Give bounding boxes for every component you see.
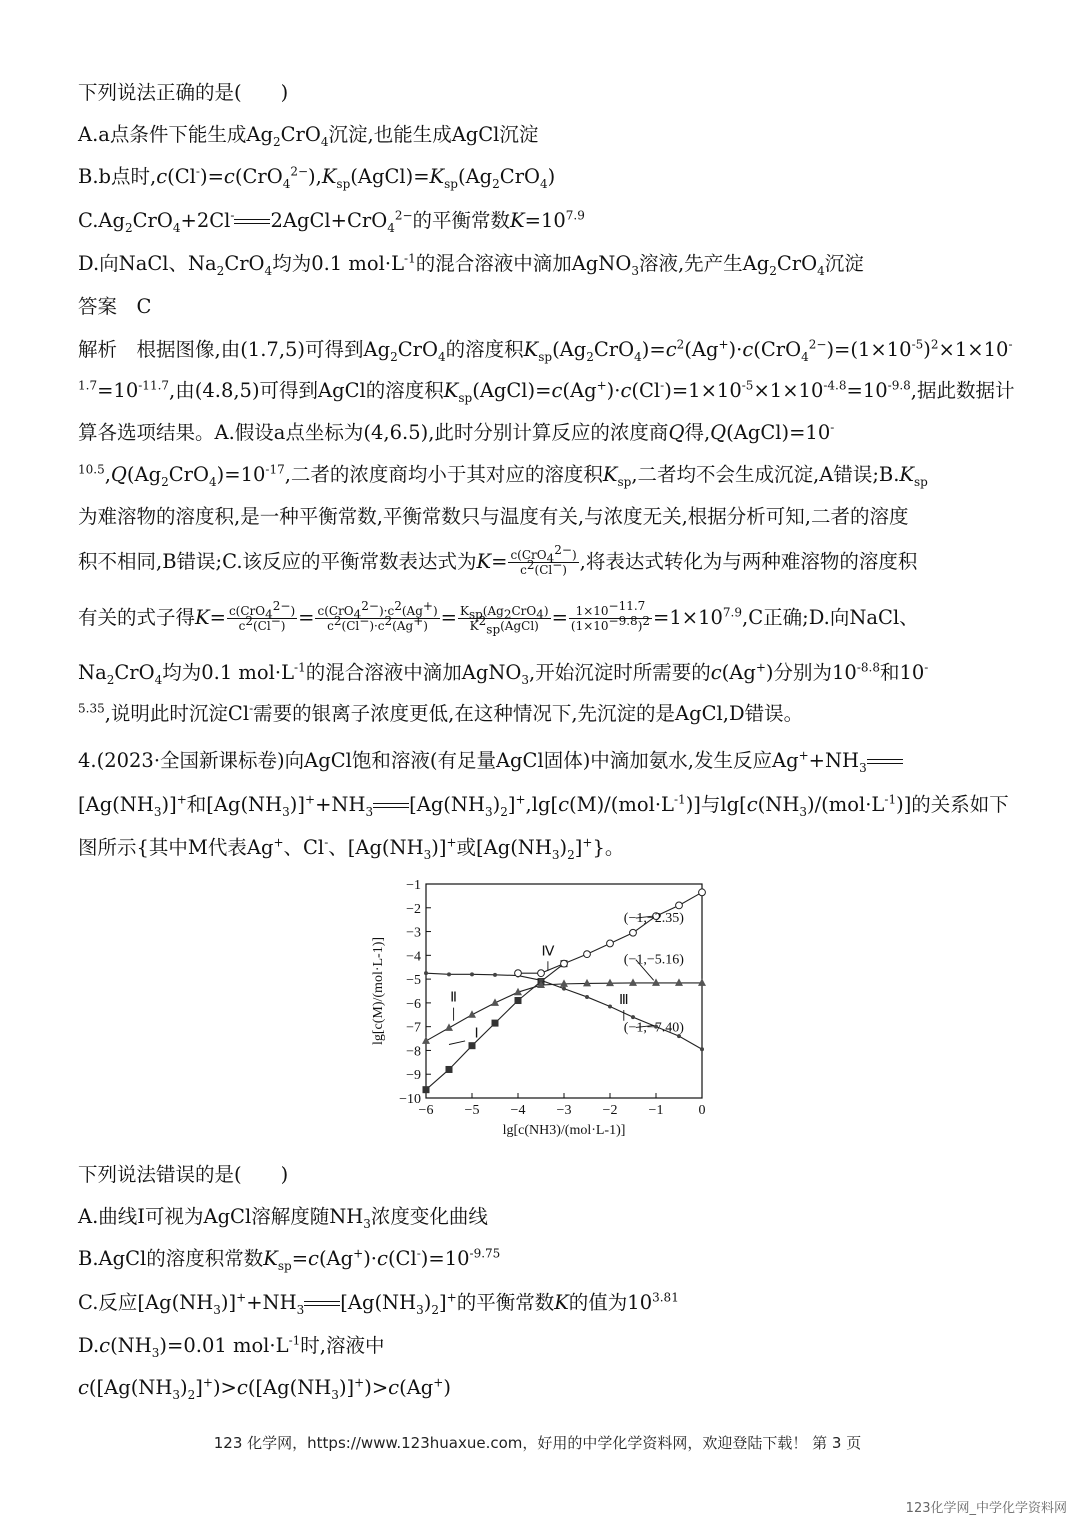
data-point xyxy=(447,972,451,976)
data-point xyxy=(698,978,706,986)
analysis-line-7: 有关的式子得K= $\frac{c(CrO_4^{2-})}{c^2(Cl^-)}$ = $\frac{c(CrO_4^{2-})\cdot c^2(Ag^+)}{c^2(Cl^-)\cdot c^2(Ag^+)}$ = $\frac{K_{sp}(Ag_2CrO_4)}{K^2_{sp}(AgCl)}$ = $\frac{1\times 10^{-11.7}}{(1\times 10^{-9.8})^2}$ $=1\times 10^{7.9},C$正确;D.向NaCl、 xyxy=(78,599,919,637)
data-point xyxy=(607,940,614,947)
y-tick-label: −3 xyxy=(406,925,421,941)
y-tick-label: −1 xyxy=(406,878,421,893)
data-point xyxy=(700,1047,704,1051)
q4-option-a: A.曲线Ⅰ可视为AgCl溶解度随$NH_3$浓度变化曲线 xyxy=(78,1205,488,1231)
x-tick-label: −5 xyxy=(464,1103,480,1118)
analysis-line-6: 积不相同,B错误;C.该反应的平衡常数表达式为K= $\frac{c(CrO_4^{2-})}{c^2(Cl^-)}$ ,将表达式转化为与两种难溶物的溶度积 xyxy=(78,543,918,577)
curve-label: Ⅲ xyxy=(618,993,629,1009)
x-tick-label: −1 xyxy=(648,1103,664,1118)
page-footer: 123 化学网，https://www.123huaxue.com，好用的中学化学资料网，欢迎登陆下载！ 第 3 页 xyxy=(213,1434,862,1452)
x-tick-label: −2 xyxy=(602,1103,618,1118)
q4-option-d: $D.c(NH_3)=0.01$ $mol\cdot L^{-1}$时,溶液中 xyxy=(78,1333,385,1360)
data-point xyxy=(446,1066,453,1073)
y-tick-label: −6 xyxy=(406,996,421,1012)
analysis-line-2: $^{1.7}=10^{-11.7}$,由(4.8,5)可得到AgCl的溶度积$K_{sp}(AgCl)=c(Ag^+)\cdot c(Cl^-)=1\times 10^{-5}\times 1\times 10^{-4.8}=10^{-9.8}$,据此数据计 xyxy=(78,378,1015,405)
data-point xyxy=(424,971,428,975)
lg-concentration-chart xyxy=(360,870,720,1150)
data-point xyxy=(561,960,568,967)
y-tick-label: −5 xyxy=(406,973,421,989)
q3-option-b: B.b点时$,c(Cl^-)=c(CrO_4^{2-}),K_{sp}(AgCl)=K_{sp}(Ag_2CrO_4)$ xyxy=(78,164,556,191)
data-point xyxy=(538,970,545,977)
curve-label-arrow xyxy=(449,1041,465,1045)
data-point xyxy=(560,979,568,987)
x-tick-label: −4 xyxy=(510,1103,526,1118)
q4-stem-3: 图所示{其中M代表Ag+、Cl-、$[Ag(NH_3)]^+$或$[Ag(NH_3)_2]^+$}。 xyxy=(78,835,625,862)
site-watermark: 123化学网_中学化学资料网 xyxy=(905,1501,1067,1516)
data-point xyxy=(699,889,706,896)
data-point xyxy=(584,951,591,958)
analysis-line-8: $Na_2CrO_4$均为0.1 $mol\cdot L^{-1}$的混合溶液中滴加AgNO$_3$,开始沉淀时所需要的c(Ag+)分别为$10^{-8.8}$和10- xyxy=(78,660,929,687)
data-point xyxy=(492,1020,499,1027)
data-point xyxy=(470,972,474,976)
analysis-line-3: 算各选项结果。A.假设a点坐标为(4,6.5),此时分别计算反应的浓度商Q得,Q(AgCl)=10- xyxy=(78,420,835,444)
data-point xyxy=(515,970,522,977)
q4-option-d-2: $c([Ag(NH_3)_2]^+)>c([Ag(NH_3)]^+)>c(Ag^+)$ xyxy=(78,1375,451,1402)
q4-option-c: C.反应$[Ag(NH_3)]^++NH_3$ $[Ag(NH_3)_2]^+$的平衡常数K的值为$10^{3.81}$ xyxy=(78,1290,679,1317)
q3-option-a: A.a点条件下能生成$Ag_2CrO_4$沉淀,也能生成AgCl沉淀 xyxy=(78,123,539,149)
data-point xyxy=(423,1086,430,1093)
y-tick-label: −2 xyxy=(406,901,421,917)
q3-option-c: $C.Ag_2CrO_4+2Cl^-$ 2AgCl+CrO$_4^{2-}$的平衡常数$K=10^{7.9}$ xyxy=(78,208,585,235)
data-point xyxy=(562,987,566,991)
point-annotation: (−1,−2.35) xyxy=(623,911,684,927)
curve-label: Ⅳ xyxy=(541,944,555,960)
point-annotation: (−1,−5.16) xyxy=(623,952,684,968)
data-point xyxy=(630,929,637,936)
x-axis-label: lg[c(NH3)/(mol·L-1)] xyxy=(502,1123,626,1138)
q4-stem-1: 4.(2023·全国新课标卷)向AgCl饱和溶液(有足量AgCl固体)中滴加氨水,发生反应$Ag^++NH_3$ xyxy=(78,748,991,774)
data-point xyxy=(515,997,522,1004)
y-tick-label: −8 xyxy=(406,1044,421,1060)
data-point xyxy=(445,1023,453,1031)
curve-label: Ⅰ xyxy=(474,1026,479,1042)
data-point xyxy=(631,1015,635,1019)
y-axis-label: lg[c(M)/(mol·L-1)] xyxy=(371,936,386,1046)
x-tick-label: −6 xyxy=(418,1103,434,1118)
y-tick-label: −9 xyxy=(406,1068,421,1084)
analysis-line-5: 为难溶物的溶度积,是一种平衡常数,平衡常数只与温度有关,与浓度无关,根据分析可知,二者的溶度 xyxy=(78,505,909,528)
analysis-line-1: 解析 根据图像,由(1.7,5)可得到$Ag_2CrO_4$的溶度积$K_{sp}(Ag_2CrO_4)=c^2(Ag^+)\cdot c(CrO_4^{2-})=(1\times 10^{-5})^2\times 1\times 10^-$ xyxy=(78,337,1013,364)
data-point xyxy=(629,978,637,986)
q3-answer: 答案 C xyxy=(78,295,152,318)
y-tick-label: −10 xyxy=(399,1092,421,1107)
q4-stem-2: $[Ag(NH_3)]^+$和$[Ag(NH_3)]^++NH_3$ $[Ag(NH_3)_2]^+,\lg[c(M)/(mol\cdot L^{-1})]$与$\lg[c(NH_3)/(mol\cdot L^{-1})]$的关系如下 xyxy=(78,792,1009,819)
data-point xyxy=(493,973,497,977)
data-point xyxy=(583,979,591,987)
y-tick-label: −7 xyxy=(406,1020,421,1036)
q3-stem: 下列说法正确的是( ) xyxy=(78,81,289,104)
point-annotation: (−1,−7.40) xyxy=(623,1020,684,1036)
x-tick-label: 0 xyxy=(698,1103,706,1118)
data-point xyxy=(468,1010,476,1018)
analysis-line-4: $^{10.5},Q(Ag_2CrO_4)=10^{-17}$,二者的浓度商均小于其对应的溶度积$K_{sp}$,二者均不会生成沉淀,A错误$;B.K_{sp}$ xyxy=(78,462,928,489)
curve-label: Ⅱ xyxy=(450,990,458,1006)
data-point xyxy=(422,1036,430,1044)
data-point xyxy=(675,978,683,986)
data-point xyxy=(606,979,614,987)
data-point xyxy=(676,902,683,909)
x-tick-label: −3 xyxy=(556,1103,572,1118)
data-point xyxy=(608,1004,612,1008)
data-point xyxy=(539,978,543,982)
y-tick-label: −4 xyxy=(406,949,421,965)
q3-option-d: D.向NaCl、$Na_2CrO_4$均为0.1 $mol\cdot L^{-1}$的混合溶液中滴加AgNO$_3$溶液,先产生$Ag_2CrO_4$沉淀 xyxy=(78,251,864,278)
data-point xyxy=(469,1042,476,1049)
analysis-line-9: $^{5.35}$,说明此时沉淀Cl-需要的银离子浓度更低,在这种情况下,先沉淀的是AgCl,D错误。 xyxy=(78,701,804,725)
data-point xyxy=(585,995,589,999)
q4-option-b: B.AgCl的溶度积常数$K_{sp}=c(Ag^+)\cdot c(Cl^-)=10^{-9.75}$ xyxy=(78,1246,501,1273)
q4-question: 下列说法错误的是( ) xyxy=(78,1163,289,1186)
